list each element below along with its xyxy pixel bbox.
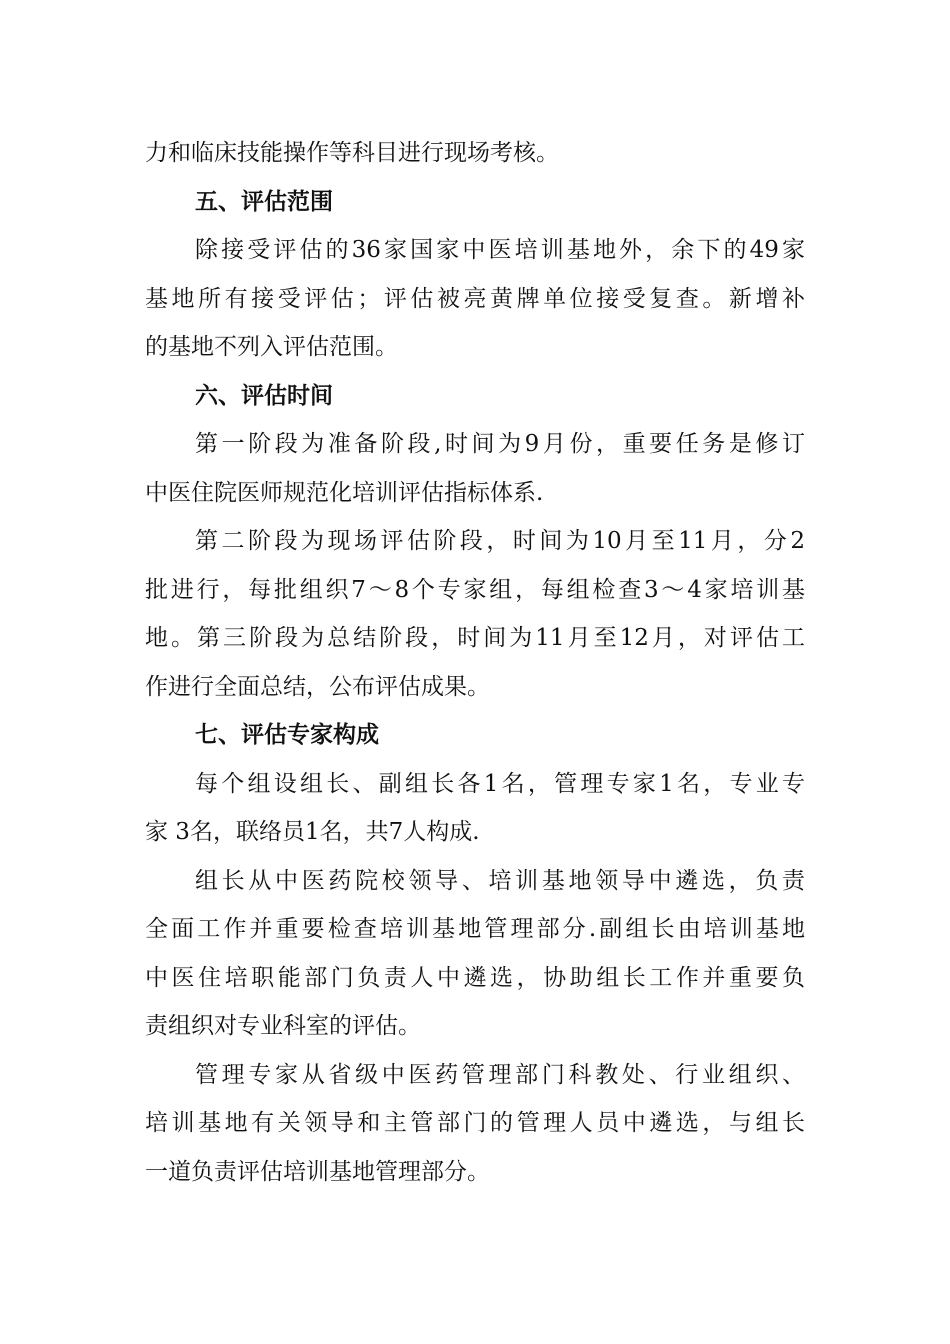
document-body bbox=[145, 129, 805, 1196]
paragraph-line: 批进行，每批组织7～8个专家组，每组检查3～4家培训基 bbox=[145, 576, 805, 603]
section-heading: 五、评估范围 bbox=[195, 188, 333, 215]
paragraph-line: 管理专家从省级中医药管理部门科教处、行业组织、 bbox=[195, 1061, 805, 1088]
paragraph-line: 作进行全面总结，公布评估成果。 bbox=[145, 673, 490, 700]
section-heading: 七、评估专家构成 bbox=[195, 722, 379, 748]
paragraph-line: 第一阶段为准备阶段,时间为9月份，重要任务是修订 bbox=[195, 431, 805, 457]
paragraph-line: 地。第三阶段为总结阶段，时间为11月至12月，对评估工 bbox=[145, 625, 805, 651]
paragraph-line: 基地所有接受评估；评估被亮黄牌单位接受复查。新增补 bbox=[145, 285, 805, 312]
paragraph-line: 中医住培职能部门负责人中遴选，协助组长工作并重要负 bbox=[145, 964, 805, 991]
paragraph-line: 除接受评估的36家国家中医培训基地外，余下的49家 bbox=[195, 237, 805, 263]
paragraph-line: 中医住院医师规范化培训评估指标体系. bbox=[145, 479, 544, 506]
paragraph-line: 组长从中医药院校领导、培训基地领导中遴选，负责 bbox=[195, 867, 805, 894]
paragraph-line: 责组织对专业科室的评估。 bbox=[145, 1013, 421, 1039]
paragraph-line: 一道负责评估培训基地管理部分。 bbox=[145, 1158, 490, 1185]
paragraph-line: 每个组设组长、副组长各1名，管理专家1名，专业专 bbox=[195, 770, 805, 797]
paragraph-line: 家 3名，联络员1名，共7人构成. bbox=[145, 819, 480, 845]
paragraph-line: 第二阶段为现场评估阶段，时间为10月至11月，分2 bbox=[195, 528, 805, 554]
paragraph-line: 培训基地有关领导和主管部门的管理人员中遴选，与组长 bbox=[145, 1110, 805, 1136]
section-heading: 六、评估时间 bbox=[195, 382, 333, 409]
paragraph-line: 全面工作并重要检查培训基地管理部分.副组长由培训基地 bbox=[145, 916, 805, 942]
paragraph-line: 的基地不列入评估范围。 bbox=[145, 334, 398, 360]
paragraph-line: 力和临床技能操作等科目进行现场考核。 bbox=[145, 140, 559, 166]
